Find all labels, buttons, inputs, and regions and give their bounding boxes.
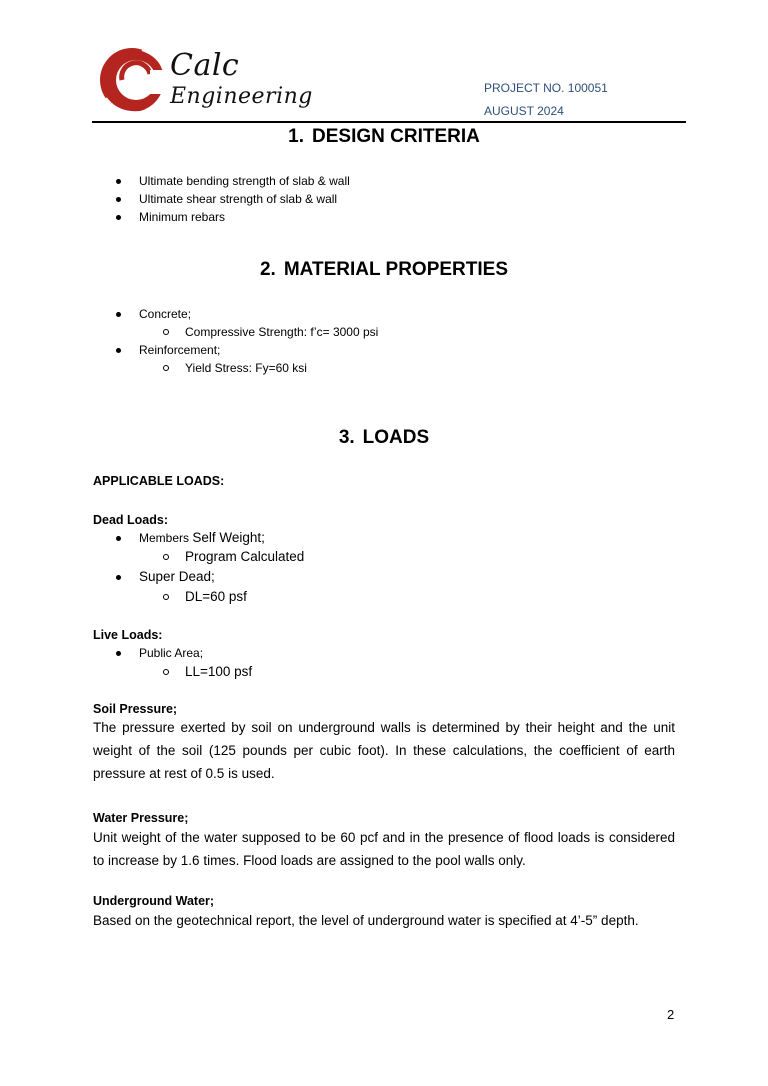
list-item: Minimum rebars xyxy=(93,208,350,226)
water-pressure-text: Unit weight of the water supposed to be 60 pcf and in the presence of flood loads is considered to increase by 1.6 times. Flood loads are assigned to the pool walls only. xyxy=(93,830,675,868)
sub-list-item: Yield Stress: Fy=60 ksi xyxy=(93,359,378,377)
sub-list-item: DL=60 psf xyxy=(93,587,304,607)
section-heading-material-properties: 2. MATERIAL PROPERTIES xyxy=(259,259,508,280)
list-item: Concrete; xyxy=(93,305,378,323)
live-loads-list xyxy=(93,644,252,682)
list-item: Ultimate bending strength of slab & wall xyxy=(93,172,350,190)
section-heading-loads: 3. LOADS xyxy=(338,427,430,448)
soil-pressure-text: The pressure exerted by soil on underground walls is determined by their height and the unit weight of the soil (125 pounds per cubic foot). In these calculations, the coefficient of earth pressure at rest of 0.5 is used. xyxy=(93,720,675,781)
list-item: Public Area; xyxy=(93,644,252,662)
project-date: AUGUST 2024 xyxy=(484,104,564,118)
sub-list-item: Compressive Strength: f’c= 3000 psi xyxy=(93,323,378,341)
brand-name-line1: Calc xyxy=(170,48,240,83)
material-properties-list xyxy=(93,305,378,377)
page-number: 2 xyxy=(667,1007,675,1022)
applicable-loads-label: APPLICABLE LOADS: xyxy=(93,474,225,488)
sub-list-item: LL=100 psf xyxy=(93,662,252,682)
section-heading-design-criteria: 1. DESIGN CRITERIA xyxy=(288,126,480,147)
design-criteria-list xyxy=(93,172,350,226)
live-loads-label: Live Loads: xyxy=(93,628,163,642)
sub-list-item: Program Calculated xyxy=(93,547,304,567)
header-divider xyxy=(92,121,686,123)
project-number: PROJECT NO. 100051 xyxy=(484,81,608,95)
company-logo xyxy=(96,40,313,120)
list-item: Members Self Weight; xyxy=(93,529,304,547)
dead-loads-label: Dead Loads: xyxy=(93,513,169,527)
list-item: Super Dead; xyxy=(93,567,304,587)
underground-water-text: Based on the geotechnical report, the level of underground water is specified at 4’-5” depth. xyxy=(93,913,639,928)
brand-name-line2: Engineering xyxy=(170,84,313,109)
list-item: Ultimate shear strength of slab & wall xyxy=(93,190,350,208)
list-item: Reinforcement; xyxy=(93,341,378,359)
underground-water-label: Underground Water; xyxy=(93,894,215,908)
water-pressure-label: Water Pressure; xyxy=(93,811,189,825)
soil-pressure-label: Soil Pressure; xyxy=(93,702,178,716)
dead-loads-list xyxy=(93,529,304,607)
logo-swirl-icon xyxy=(96,40,168,120)
